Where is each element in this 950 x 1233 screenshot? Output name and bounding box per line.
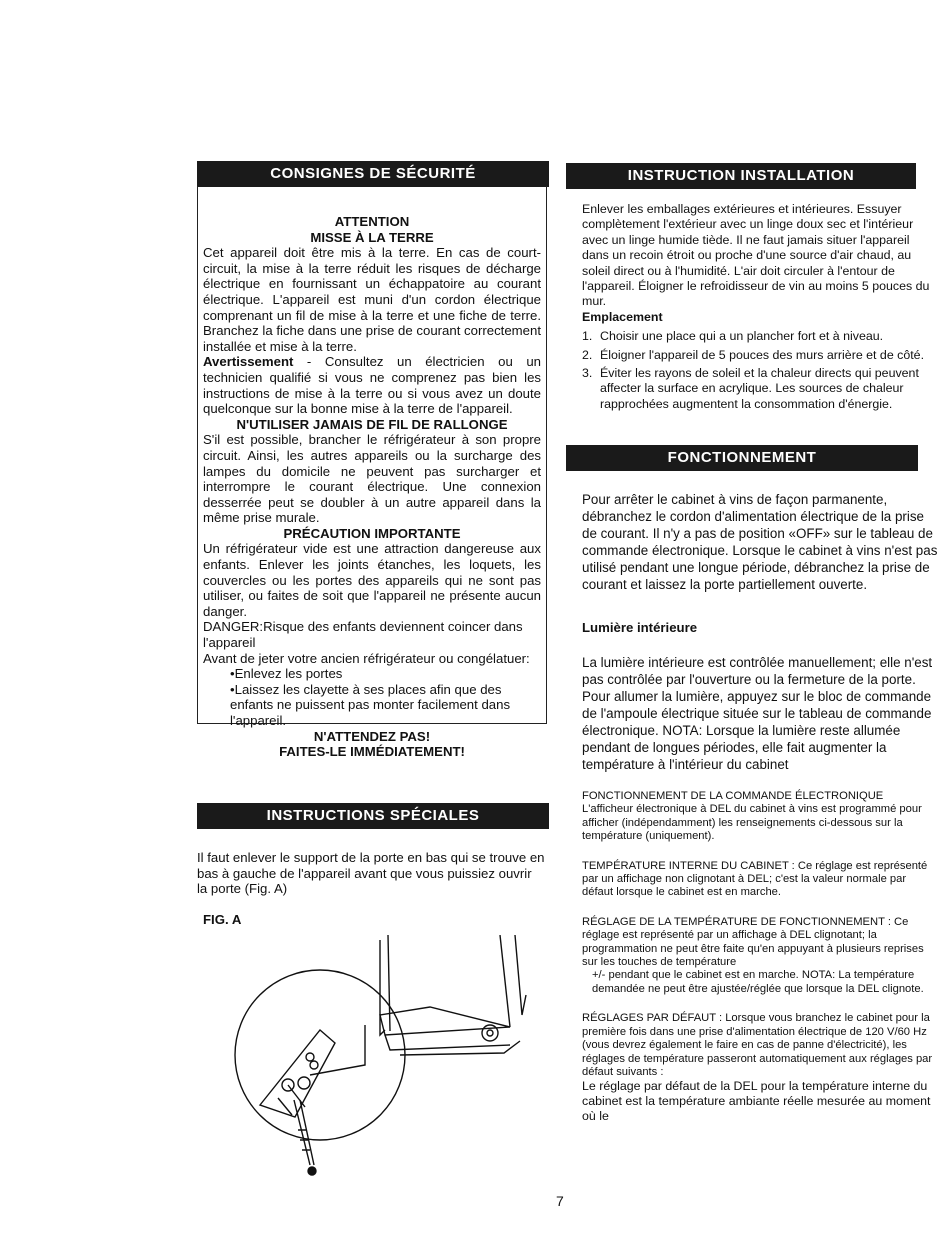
operation-text: Pour arrêter le cabinet à vins de façon parmanente, débranchez le cordon d'alimentation électrique de la prise de courant. Il n'y a pas de position «OFF» sur le tableau de commande électronique. Lorsque le cabinet à vins n'est pas utilisé pendant une longue période, débranchez la prise de courant et laissez la porte partiellement ouverte. (582, 492, 938, 592)
special-header: INSTRUCTIONS SPÉCIALES (197, 803, 549, 829)
step-item: 1. Choisir une place qui a un plancher fort et à niveau. (582, 329, 884, 344)
before-text: Avant de jeter votre ancien réfrigérateur ou congélatuer: (203, 650, 530, 666)
install-content (582, 202, 932, 412)
ground-text: Cet appareil doit être mis à la terre. En cas de court-circuit, la mise à la terre réduit les risques de décharge électrique en fournissant un échappatoire au courant électrique. L'appareil est muni d'un cordon électrique comprenant un fil de mise à la terre et une fiche de terre. Branchez la fiche dans une prise de courant correctement installée et mise à la terre. (203, 245, 541, 354)
warning-paragraph (203, 354, 541, 416)
install-text: Enlever les emballages extérieures et intérieures. Essuyer complètement l'extérieur avec un linge doux sec et l'intérieur avec un linge humide tiède. Il ne faut jamais situer l'appareil dans un recoin étroit ou proche d'une source d'air chaud, au soleil direct ou à l'humidité. L'air doit circuler à l'entour de l'appareil. Éloigner le refroidisseur de vin au moins 5 pouces du mur. (582, 202, 930, 309)
extension-heading: N'UTILISER JAMAIS DE FIL DE RALLONGE (236, 416, 508, 432)
wait-heading: N'ATTENDEZ PAS! (313, 728, 431, 744)
page-number: 7 (556, 1193, 564, 1209)
special-text: Il faut enlever le support de la porte en bas qui se trouve en bas à gauche de l'appareil avant que vous puissiez ouvrir la porte (Fig. A) (197, 850, 545, 897)
control-text: L'afficheur électronique à DEL du cabinet à vins est programmé pour afficher (indépendamment) les renseignements ci-dessous sur la température (uniquement). (582, 803, 922, 843)
setting-paragraph-cont: +/- pendant que le cabinet est en marche. NOTA: La température demandée ne peut être ajustée/réglée que lorsque la DEL clignote. (592, 969, 924, 995)
attention-heading: ATTENTION (334, 214, 410, 229)
extension-text: S'il est possible, brancher le réfrigérateur à son propre circuit. Ainsi, les autres appareils ou la surcharge des lampes du domicile ne peuvent pas surcharger et interrompre le courant électrique. Une connexion desserrée peut se doubler à un autre appareil dans la même prise murale. (203, 432, 541, 526)
control-section (582, 790, 938, 1123)
temp-paragraph: TEMPÉRATURE INTERNE DU CABINET : Ce réglage est représenté par un affichage non clignotant à DEL; c'est la valeur normale par défaut lorsque le cabinet est en marche. (582, 859, 928, 899)
bullet-remove-doors: •Enlevez les portes (230, 666, 343, 682)
safety-header: CONSIGNES DE SÉCURITÉ (197, 161, 549, 187)
danger-text: DANGER:Risque des enfants deviennent coincer dans l'appareil (203, 619, 523, 651)
install-header: INSTRUCTION INSTALLATION (566, 163, 916, 189)
warning-label: Avertissement (203, 354, 294, 370)
step-item: 3. Éviter les rayons de soleil et la chaleur directs qui peuvent affecter la surface en acrylique. Les sources de chaleur rapprochées augmentent la consommation d'énergie. (582, 366, 919, 411)
bullet-shelves: •Laissez les clayette à ses places afin que des enfants ne puissent pas monter facilement dans l'appareil. (230, 681, 511, 728)
fig-label: FIG. A (203, 912, 242, 927)
fig-a-illustration (210, 935, 540, 1195)
ground-heading: MISSE À LA TERRE (310, 229, 434, 245)
control-heading: FONCTIONNEMENT DE LA COMMANDE ÉLECTRONIQUE (582, 790, 884, 802)
default-paragraph-cont: Le réglage par défaut de la DEL pour la température interne du cabinet est la température ambiante réelle mesurée au moment où le (582, 1079, 931, 1123)
do-it-heading: FAITES-LE IMMÉDIATEMENT! (279, 744, 465, 760)
safety-content (203, 214, 541, 760)
warning-text: - Consultez un électricien ou un technicien qualifié si vous ne comprenez pas bien les instructions de mise à la terre ou si vous avez un doute quelconque sur la bonne mise à la terre de l'appareil. (203, 354, 541, 417)
step-item: 2. Éloigner l'appareil de 5 pouces des murs arrière et de côté. (582, 347, 925, 362)
light-heading: Lumière intérieure (582, 620, 698, 635)
placement-heading: Emplacement (582, 309, 663, 324)
precaution-heading: PRÉCAUTION IMPORTANTE (283, 525, 461, 541)
default-paragraph: RÉGLAGES PAR DÉFAUT : Lorsque vous branchez le cabinet pour la première fois dans une prise d'alimentation électrique de 120 V/60 Hz (vous devrez également le faire en cas de panne d'électricité), les réglages de température passeront automatiquement aux réglages par défaut suivants : (582, 1012, 933, 1078)
setting-paragraph: RÉGLAGE DE LA TEMPÉRATURE DE FONCTIONNEMENT : Ce réglage est représenté par un affichage à DEL clignotant; la programmation ne peut être faite qu'en appuyant à plusieurs reprises sur les touches de température (582, 915, 924, 969)
light-text: La lumière intérieure est contrôlée manuellement; elle n'est pas contrôlée par l'ouverture ou la fermeture de la porte. Pour allumer la lumière, appuyez sur le bloc de commande de l'ampoule électrique située sur le tableau de commande électronique. NOTA: Lorsque la lumière reste allumée pendant de longues périodes, elle fait augmenter la température à l'intérieur du cabinet (582, 655, 933, 772)
precaution-text: Un réfrigérateur vide est une attraction dangereuse aux enfants. Enlever les joints étanches, les loquets, les couvercles ou les portes des appareils qui ne sont pas utiliser, ou faites de soit que l'appareil ne présente aucun danger. (203, 541, 541, 619)
operation-header: FONCTIONNEMENT (566, 445, 918, 471)
